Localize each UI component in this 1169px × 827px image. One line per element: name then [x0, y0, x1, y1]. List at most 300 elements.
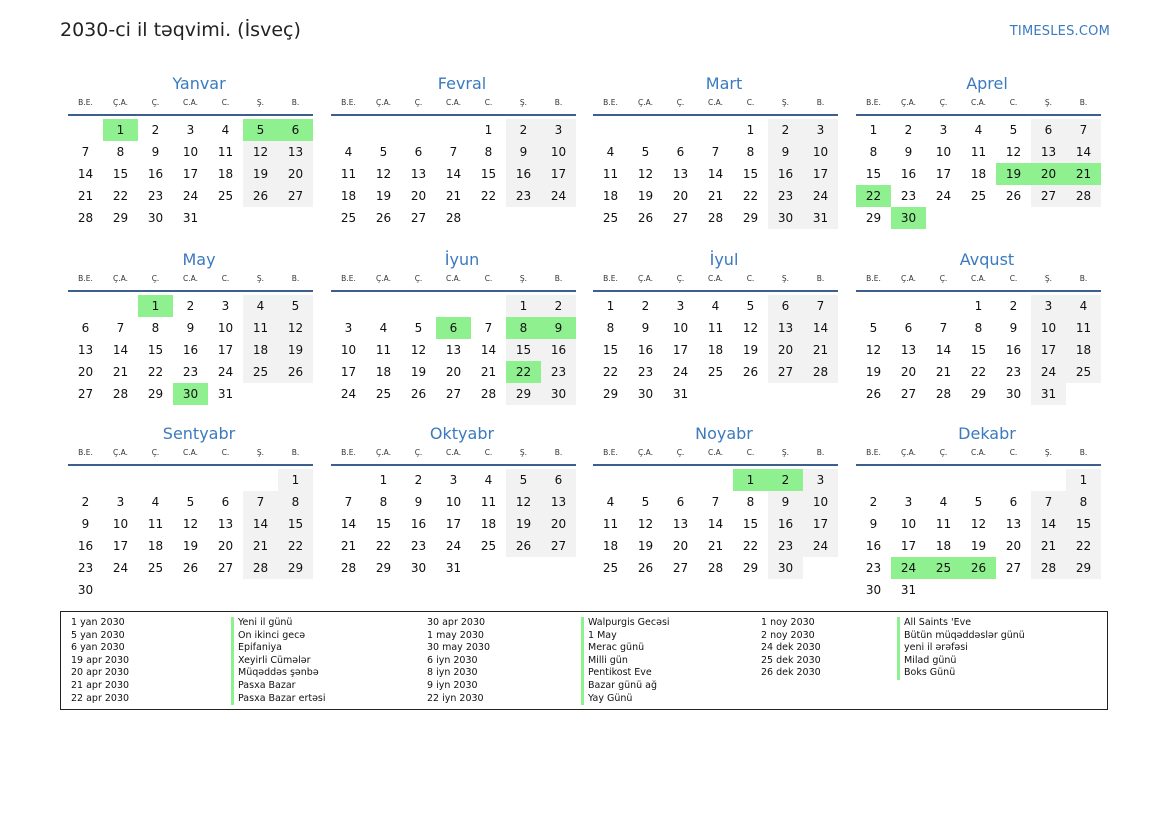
weekday-label: C. — [221, 274, 230, 283]
day-cell: 28 — [935, 387, 952, 401]
empty-cell — [331, 119, 366, 141]
weekday-label: Ç. — [676, 274, 685, 283]
weekday-header — [593, 274, 838, 288]
day-cell: 10 — [803, 491, 838, 513]
day-cell: 23 — [900, 189, 917, 203]
day-cell: 15 — [375, 517, 392, 531]
weekday-label: Ç. — [414, 274, 423, 283]
day-cell: 30 — [147, 211, 164, 225]
day-cell: 15 — [742, 167, 759, 181]
day-cell: 16 — [900, 167, 917, 181]
day-cell: 12 — [182, 517, 199, 531]
day-cell: 23 — [77, 561, 94, 575]
weekday-label: C. — [746, 98, 755, 107]
day-cell: 6 — [1009, 495, 1018, 509]
holiday-day-cell: 8 — [506, 317, 541, 339]
empty-cell — [401, 295, 436, 317]
legend-date: 22 iyn 2030 — [427, 692, 484, 704]
legend-date: 6 yan 2030 — [71, 642, 125, 654]
day-cell: 1 — [974, 299, 983, 313]
month-calendar — [856, 424, 1101, 601]
empty-cell — [628, 469, 663, 491]
day-cell: 19 — [970, 539, 987, 553]
day-cell: 6 — [541, 469, 576, 491]
day-cell: 13 — [1005, 517, 1022, 531]
day-cell: 1 — [506, 295, 541, 317]
month-name: Fevral — [437, 74, 487, 93]
weekday-label: B.E. — [866, 448, 881, 457]
day-cell: 5 — [414, 321, 423, 335]
day-cell: 21 — [1031, 535, 1066, 557]
weekday-header — [331, 448, 576, 462]
weekday-label: Ş. — [781, 448, 790, 457]
month-calendar — [68, 424, 313, 601]
day-cell: 7 — [1066, 119, 1101, 141]
weekday-label: C. — [484, 98, 493, 107]
holiday-day-cell: 9 — [541, 317, 576, 339]
day-cell: 31 — [803, 207, 838, 229]
day-cell: 25 — [602, 561, 619, 575]
day-cell: 31 — [217, 387, 234, 401]
day-cell: 6 — [904, 321, 913, 335]
weekday-label: C. — [221, 98, 230, 107]
weekday-label: B. — [554, 448, 563, 457]
day-cell: 1 — [1066, 469, 1101, 491]
day-cell: 30 — [637, 387, 654, 401]
day-cell: 28 — [243, 557, 278, 579]
day-cell: 23 — [506, 185, 541, 207]
day-cell: 7 — [116, 321, 125, 335]
day-cell: 14 — [1031, 513, 1066, 535]
day-cell: 21 — [707, 189, 724, 203]
day-cell: 6 — [414, 145, 423, 159]
day-cell: 14 — [1066, 141, 1101, 163]
empty-cell — [173, 469, 208, 491]
empty-cell — [996, 469, 1031, 491]
weekday-label: Ş. — [519, 448, 528, 457]
weekday-label: C.A. — [707, 98, 723, 107]
day-cell: 14 — [243, 513, 278, 535]
day-cell: 23 — [182, 365, 199, 379]
legend-holiday-name: Walpurgis Gecəsi — [581, 617, 670, 630]
legend-holiday-name: All Saints 'Eve — [897, 617, 1025, 630]
day-cell: 2 — [541, 295, 576, 317]
weekday-label: Ş. — [1044, 98, 1053, 107]
weekday-label: Ç.A. — [900, 98, 916, 107]
day-cell: 16 — [147, 167, 164, 181]
day-cell: 21 — [243, 535, 278, 557]
day-cell: 3 — [221, 299, 230, 313]
legend-date: 1 may 2030 — [427, 629, 484, 641]
day-cell: 15 — [147, 343, 164, 357]
legend-holiday-name: Milad günü — [897, 655, 1025, 668]
legend-names-3 — [897, 617, 1025, 680]
weekday-label: C. — [484, 448, 493, 457]
header-rule — [856, 290, 1101, 292]
day-cell: 4 — [243, 295, 278, 317]
legend-date: 9 iyn 2030 — [427, 679, 478, 691]
day-grid — [331, 295, 576, 405]
day-cell: 23 — [541, 361, 576, 383]
day-cell: 18 — [602, 539, 619, 553]
weekday-label: Ş. — [256, 274, 265, 283]
holiday-day-cell: 30 — [891, 207, 926, 229]
day-cell: 15 — [602, 343, 619, 357]
day-cell: 22 — [375, 539, 392, 553]
day-cell: 6 — [676, 495, 685, 509]
weekday-label: Ç. — [151, 274, 160, 283]
day-cell: 19 — [506, 513, 541, 535]
day-cell: 7 — [939, 321, 948, 335]
day-cell: 8 — [746, 495, 755, 509]
legend-holiday-name: Müqəddəs şənbə — [231, 667, 326, 680]
weekday-label: B. — [291, 274, 300, 283]
day-cell: 24 — [803, 185, 838, 207]
day-cell: 6 — [768, 295, 803, 317]
weekday-label: Ş. — [519, 98, 528, 107]
day-cell: 5 — [1009, 123, 1018, 137]
weekday-label: B. — [1079, 98, 1088, 107]
day-cell: 27 — [900, 387, 917, 401]
day-cell: 27 — [278, 185, 313, 207]
day-cell: 5 — [974, 495, 983, 509]
weekday-label: C.A. — [970, 448, 986, 457]
day-cell: 8 — [116, 145, 125, 159]
legend-date: 2 noy 2030 — [761, 629, 815, 641]
weekday-label: B. — [291, 98, 300, 107]
day-cell: 25 — [970, 189, 987, 203]
month-name: Sentyabr — [162, 424, 236, 443]
day-cell: 14 — [803, 317, 838, 339]
day-cell: 15 — [480, 167, 497, 181]
day-cell: 4 — [606, 495, 615, 509]
holiday-day-cell: 1 — [103, 119, 138, 141]
day-cell: 16 — [637, 343, 654, 357]
day-cell: 2 — [1009, 299, 1018, 313]
day-cell: 14 — [77, 167, 94, 181]
weekday-label: Ç.A. — [375, 448, 391, 457]
day-cell: 9 — [414, 495, 423, 509]
empty-cell — [856, 469, 891, 491]
day-cell: 1 — [606, 299, 615, 313]
header-rule — [68, 464, 313, 466]
day-cell: 15 — [506, 339, 541, 361]
day-cell: 14 — [935, 343, 952, 357]
day-cell: 2 — [904, 123, 913, 137]
day-cell: 9 — [1009, 321, 1018, 335]
day-cell: 26 — [742, 365, 759, 379]
holiday-day-cell: 22 — [856, 185, 891, 207]
day-cell: 18 — [217, 167, 234, 181]
day-cell: 9 — [81, 517, 90, 531]
empty-cell — [593, 469, 628, 491]
holiday-day-cell: 1 — [733, 469, 768, 491]
day-grid — [856, 469, 1101, 601]
weekday-label: Ç.A. — [637, 448, 653, 457]
day-cell: 17 — [900, 539, 917, 553]
legend-holiday-name: Milli gün — [581, 655, 670, 668]
day-cell: 2 — [768, 119, 803, 141]
empty-cell — [331, 295, 366, 317]
day-cell: 24 — [340, 387, 357, 401]
day-cell: 21 — [112, 365, 129, 379]
day-cell: 3 — [186, 123, 195, 137]
weekday-label: B. — [816, 274, 825, 283]
day-cell: 3 — [676, 299, 685, 313]
day-cell: 30 — [1005, 387, 1022, 401]
month-name: Dekabr — [958, 424, 1016, 443]
day-cell: 10 — [935, 145, 952, 159]
weekday-label: Ş. — [519, 274, 528, 283]
day-cell: 27 — [410, 211, 427, 225]
day-cell: 3 — [904, 495, 913, 509]
day-cell: 24 — [112, 561, 129, 575]
month-name: May — [182, 250, 216, 269]
header-rule — [331, 290, 576, 292]
day-cell: 10 — [182, 145, 199, 159]
day-cell: 12 — [970, 517, 987, 531]
day-cell: 22 — [147, 365, 164, 379]
month-name: İyun — [444, 250, 480, 269]
weekday-label: C. — [221, 448, 230, 457]
weekday-label: Ç. — [939, 274, 948, 283]
legend-holiday-name: Pasxa Bazar — [231, 680, 326, 693]
day-cell: 9 — [641, 321, 650, 335]
day-cell: 4 — [379, 321, 388, 335]
day-cell: 3 — [116, 495, 125, 509]
weekday-label: C.A. — [445, 448, 461, 457]
day-cell: 13 — [217, 517, 234, 531]
day-cell: 22 — [742, 539, 759, 553]
day-cell: 28 — [340, 561, 357, 575]
day-cell: 24 — [541, 185, 576, 207]
day-cell: 6 — [1031, 119, 1066, 141]
empty-cell — [436, 295, 471, 317]
day-cell: 8 — [379, 495, 388, 509]
day-cell: 19 — [182, 539, 199, 553]
weekday-header — [593, 448, 838, 462]
day-cell: 4 — [711, 299, 720, 313]
day-cell: 5 — [746, 299, 755, 313]
header-rule — [593, 464, 838, 466]
day-cell: 25 — [243, 361, 278, 383]
day-cell: 26 — [1005, 189, 1022, 203]
day-cell: 6 — [221, 495, 230, 509]
day-cell: 8 — [974, 321, 983, 335]
day-cell: 20 — [410, 189, 427, 203]
day-cell: 11 — [602, 167, 619, 181]
month-name: Oktyabr — [429, 424, 495, 443]
day-cell: 30 — [77, 583, 94, 597]
weekday-label: C. — [1009, 274, 1018, 283]
day-cell: 27 — [672, 211, 689, 225]
month-calendar — [593, 424, 838, 579]
day-cell: 29 — [1066, 557, 1101, 579]
day-cell: 17 — [217, 343, 234, 357]
day-cell: 24 — [935, 189, 952, 203]
day-cell: 29 — [506, 383, 541, 405]
day-cell: 19 — [637, 539, 654, 553]
weekday-label: Ç.A. — [112, 274, 128, 283]
day-cell: 16 — [768, 513, 803, 535]
holiday-day-cell: 26 — [961, 557, 996, 579]
day-cell: 30 — [768, 557, 803, 579]
weekday-label: B.E. — [603, 274, 618, 283]
day-cell: 19 — [243, 163, 278, 185]
day-cell: 24 — [1031, 361, 1066, 383]
empty-cell — [208, 469, 243, 491]
holiday-day-cell: 5 — [243, 119, 278, 141]
day-cell: 3 — [803, 119, 838, 141]
day-cell: 17 — [803, 513, 838, 535]
day-cell: 31 — [445, 561, 462, 575]
weekday-label: C. — [484, 274, 493, 283]
weekday-label: C. — [746, 448, 755, 457]
empty-cell — [663, 119, 698, 141]
empty-cell — [243, 469, 278, 491]
day-cell: 12 — [278, 317, 313, 339]
day-cell: 30 — [410, 561, 427, 575]
day-cell: 25 — [340, 211, 357, 225]
weekday-label: C.A. — [707, 274, 723, 283]
day-cell: 25 — [480, 539, 497, 553]
weekday-label: B. — [554, 98, 563, 107]
legend-holiday-name: Pasxa Bazar ertəsi — [231, 693, 326, 706]
day-cell: 22 — [602, 365, 619, 379]
weekday-label: C. — [746, 274, 755, 283]
day-cell: 29 — [602, 387, 619, 401]
weekday-label: Ç. — [414, 98, 423, 107]
legend-dates-3 — [761, 617, 821, 680]
day-cell: 20 — [278, 163, 313, 185]
site-link[interactable]: TIMESLES.COM — [1009, 24, 1110, 39]
day-cell: 10 — [900, 517, 917, 531]
day-cell: 17 — [1031, 339, 1066, 361]
day-cell: 25 — [707, 365, 724, 379]
legend-date: 19 apr 2030 — [71, 654, 130, 666]
legend-date: 5 yan 2030 — [71, 629, 125, 641]
day-cell: 19 — [865, 365, 882, 379]
header-rule — [856, 464, 1101, 466]
weekday-label: Ç.A. — [375, 98, 391, 107]
day-cell: 6 — [81, 321, 90, 335]
day-cell: 25 — [147, 561, 164, 575]
day-cell: 23 — [865, 561, 882, 575]
empty-cell — [68, 119, 103, 141]
legend-holiday-name: yeni il ərəfəsi — [897, 642, 1025, 655]
month-calendar — [331, 424, 576, 579]
day-cell: 4 — [1066, 295, 1101, 317]
day-cell: 14 — [112, 343, 129, 357]
day-cell: 12 — [637, 517, 654, 531]
day-cell: 14 — [340, 517, 357, 531]
weekday-header — [331, 98, 576, 112]
day-cell: 10 — [803, 141, 838, 163]
day-cell: 25 — [602, 211, 619, 225]
day-cell: 2 — [506, 119, 541, 141]
day-cell: 5 — [506, 469, 541, 491]
day-cell: 18 — [147, 539, 164, 553]
day-cell: 13 — [410, 167, 427, 181]
day-grid — [593, 119, 838, 229]
empty-cell — [926, 295, 961, 317]
day-cell: 13 — [278, 141, 313, 163]
day-cell: 27 — [541, 535, 576, 557]
weekday-label: B.E. — [603, 98, 618, 107]
month-calendar — [331, 250, 576, 405]
weekday-label: B. — [554, 274, 563, 283]
legend-date: 24 dek 2030 — [761, 642, 821, 654]
day-cell: 3 — [541, 119, 576, 141]
day-cell: 11 — [243, 317, 278, 339]
day-cell: 28 — [707, 561, 724, 575]
day-cell: 18 — [480, 517, 497, 531]
day-cell: 11 — [602, 517, 619, 531]
weekday-label: C. — [1009, 448, 1018, 457]
day-grid — [856, 295, 1101, 405]
day-cell: 8 — [869, 145, 878, 159]
weekday-label: Ş. — [781, 274, 790, 283]
day-cell: 21 — [445, 189, 462, 203]
day-cell: 14 — [480, 343, 497, 357]
day-cell: 2 — [414, 473, 423, 487]
day-cell: 18 — [935, 539, 952, 553]
day-cell: 19 — [278, 339, 313, 361]
day-cell: 16 — [77, 539, 94, 553]
weekday-header — [856, 448, 1101, 462]
empty-cell — [471, 295, 506, 317]
day-cell: 16 — [865, 539, 882, 553]
day-cell: 9 — [768, 491, 803, 513]
month-calendar — [68, 74, 313, 229]
day-cell: 1 — [746, 123, 755, 137]
holiday-day-cell: 6 — [436, 317, 471, 339]
legend-holiday-name: 1 May — [581, 630, 670, 643]
day-cell: 17 — [445, 517, 462, 531]
day-cell: 1 — [484, 123, 493, 137]
day-cell: 29 — [742, 211, 759, 225]
day-cell: 4 — [939, 495, 948, 509]
weekday-label: Ş. — [781, 98, 790, 107]
day-cell: 2 — [81, 495, 90, 509]
legend-holiday-name: Yeni il günü — [231, 617, 326, 630]
day-cell: 26 — [243, 185, 278, 207]
day-cell: 28 — [803, 361, 838, 383]
day-cell: 27 — [1031, 185, 1066, 207]
day-cell: 16 — [1005, 343, 1022, 357]
holiday-day-cell: 1 — [138, 295, 173, 317]
weekday-header — [331, 274, 576, 288]
weekday-label: Ç. — [676, 448, 685, 457]
day-cell: 6 — [676, 145, 685, 159]
weekday-label: B. — [816, 448, 825, 457]
weekday-label: Ç. — [939, 98, 948, 107]
day-cell: 28 — [1066, 185, 1101, 207]
day-cell: 17 — [935, 167, 952, 181]
day-cell: 7 — [711, 495, 720, 509]
day-cell: 8 — [484, 145, 493, 159]
day-cell: 23 — [637, 365, 654, 379]
holiday-day-cell: 2 — [768, 469, 803, 491]
empty-cell — [663, 469, 698, 491]
day-cell: 25 — [1066, 361, 1101, 383]
day-cell: 15 — [865, 167, 882, 181]
weekday-label: Ş. — [256, 98, 265, 107]
month-name: Aprel — [966, 74, 1008, 93]
header-rule — [68, 114, 313, 116]
day-cell: 28 — [77, 211, 94, 225]
holiday-legend — [60, 611, 1108, 710]
